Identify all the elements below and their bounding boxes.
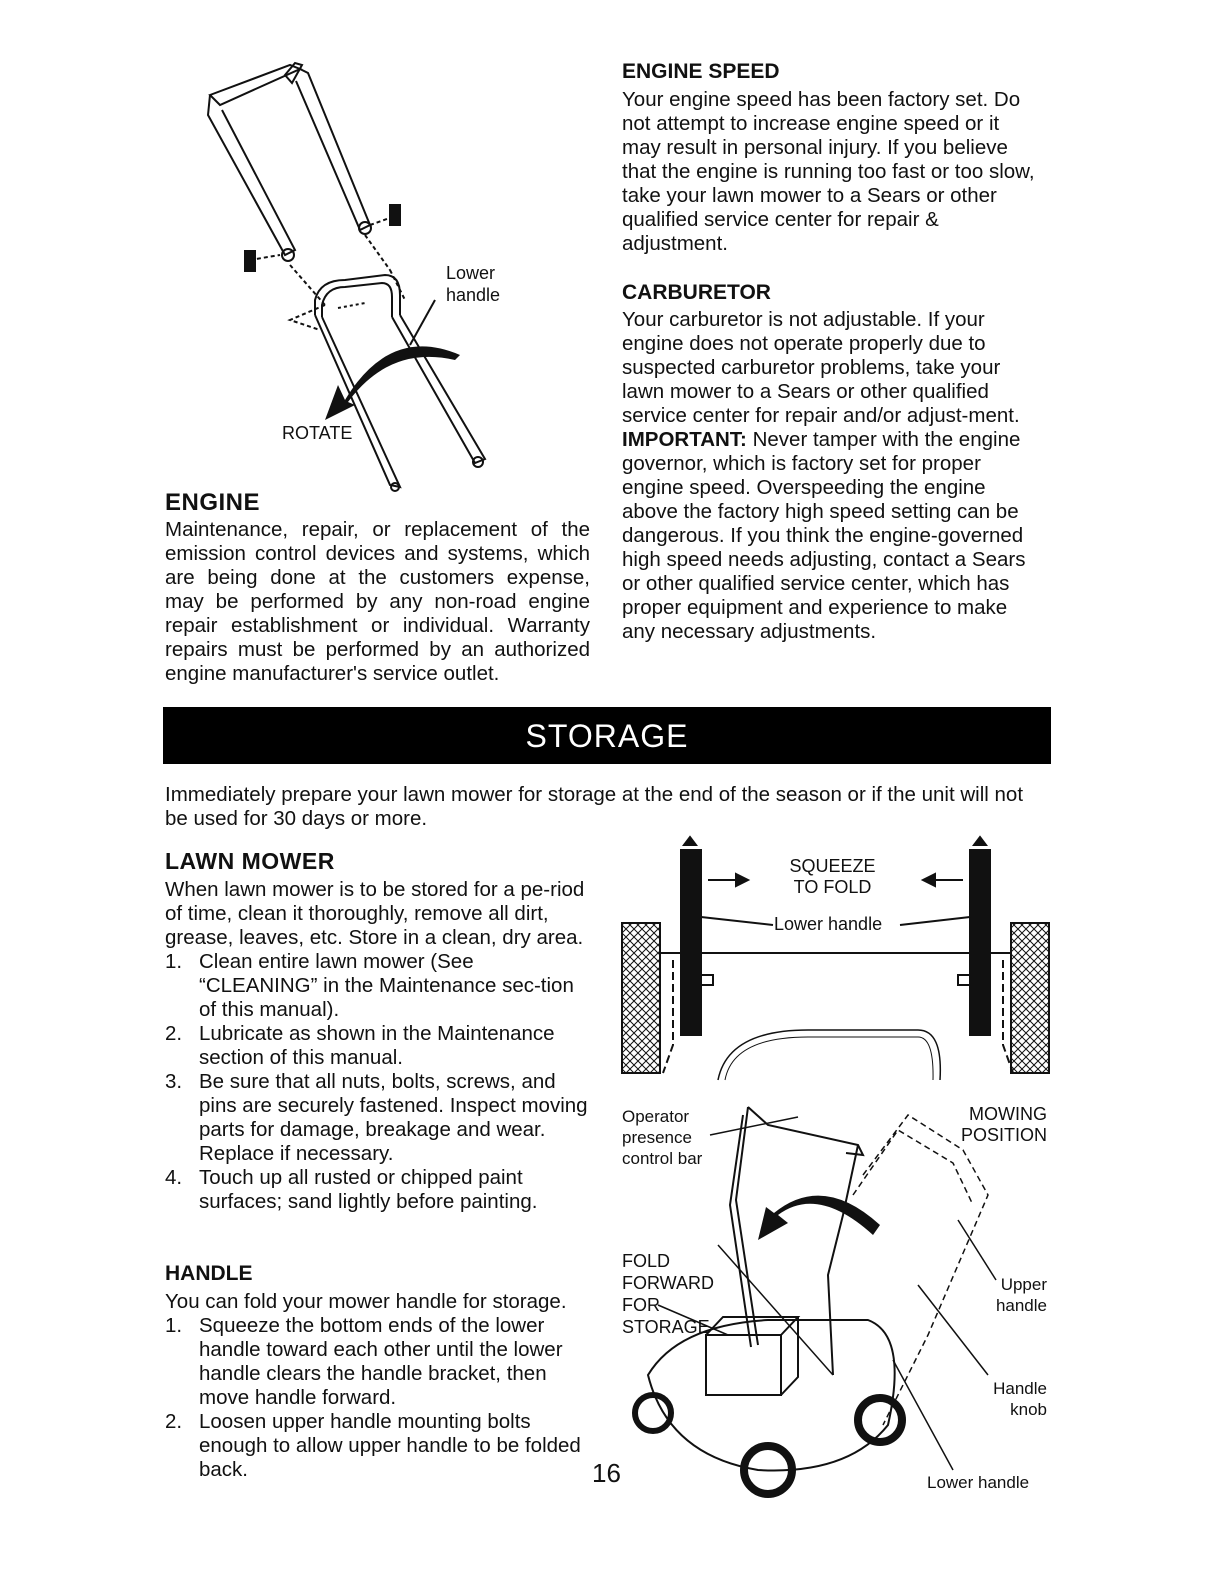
carburetor-text [622,308,1042,644]
fold-forward-label [622,1250,714,1338]
lawn-mower-section [165,878,590,1214]
step-text: Clean entire lawn mower (See “CLEANING” in the Maintenance sec-tion of this manual). [199,950,574,1021]
operator-presence-label [622,1106,702,1169]
operator-label-line3: control bar [622,1149,703,1168]
rotate-label: ROTATE [282,423,353,443]
step-text: Touch up all rusted or chipped paint surfaces; sand lightly before painting. [199,1166,538,1213]
handle-knob-label [970,1378,1047,1420]
mowing-position-label [940,1104,1047,1146]
storage-intro: Immediately prepare your lawn mower for storage at the end of the season or if the unit will not be used for 30 days or more. [165,783,1024,830]
handle-section [165,1290,595,1482]
handle-knob-line2: knob [1010,1400,1047,1419]
upper-handle-line2: handle [995,1296,1047,1315]
engine-heading: ENGINE [165,489,261,516]
step-text: Squeeze the bottom ends of the lower handle toward each other until the lower handle clears the handle bracket, then move handle forward. [199,1314,563,1409]
handle-step-2 [165,1410,595,1482]
mowing-label-line2: POSITION [960,1125,1047,1145]
lawn-mower-step-4 [165,1166,590,1214]
upper-handle-label [970,1274,1047,1316]
step-number: 4. [165,1166,183,1189]
handle-text: You can fold your mower handle for storage. [165,1290,567,1313]
step-number: 1. [165,1314,183,1337]
engine-speed-heading: ENGINE SPEED [622,60,780,83]
squeeze-to-fold-label [785,856,880,898]
handle-knob-line1: Handle [993,1379,1047,1398]
storage-banner: STORAGE [163,707,1051,764]
lawn-mower-step-3 [165,1070,590,1166]
lower-handle-label-line2: handle [446,285,501,305]
handle-heading: HANDLE [165,1262,253,1285]
upper-handle-line1: Upper [1000,1275,1047,1294]
carburetor-paragraph: Your carburetor is not adjustable. If your engine does not operate properly due to suspected carburetor problems, take your lawn mower to a Sears or other qualified service center for repair and/or adjust-ment. [622,308,1020,427]
step-number: 2. [165,1022,183,1045]
squeeze-lower-handle-label: Lower handle [774,914,883,934]
fold-label-line3: FOR [622,1295,660,1315]
lawn-mower-heading: LAWN MOWER [165,848,335,874]
squeeze-label-line1: SQUEEZE [789,856,876,876]
fold-lower-handle-label: Lower handle [927,1473,1030,1492]
step-text: Be sure that all nuts, bolts, screws, and pins are securely fastened. Inspect moving parts for damage, breakage and wear. Replace if necessary. [199,1070,588,1165]
important-paragraph [622,428,1042,644]
step-number: 3. [165,1070,183,1093]
operator-label-line1: Operator [622,1107,690,1126]
operator-label-line2: presence [622,1128,692,1147]
lawn-mower-step-2 [165,1022,590,1070]
mowing-label-line1: MOWING [969,1104,1047,1124]
important-text: Never tamper with the engine governor, which is factory set for proper engine speed. Overspeeding the engine above the factory high speed setting can be dangerous. If you think the engine-governed high speed needs adjusting, contact a Sears or other qualified service center, which has proper equipment and experience to make any necessary adjustments. [622,428,1026,643]
lawn-mower-text: When lawn mower is to be stored for a pe-riod of time, clean it thoroughly, remove all dirt, grease, leaves, etc. Store in a clean, dry area. [165,878,585,949]
engine-text: Maintenance, repair, or replacement of the emission control devices and systems, which are being done at the customers expense, may be performed by any non-road engine repair establishment or individual. Warranty repairs must be performed by an authorized engine manufacturer's service outlet. [165,518,590,685]
step-text: Lubricate as shown in the Maintenance section of this manual. [199,1022,555,1069]
step-text: Loosen upper handle mounting bolts enough to allow upper handle to be folded back. [199,1410,581,1481]
lower-handle-label [446,262,500,306]
engine-speed-text: Your engine speed has been factory set. Do not attempt to increase engine speed or it may result in personal injury. If you believe that the engine is running too fast or too slow, take your lawn mower to a Sears or other qualified service center for repair & adjustment. [622,88,1035,255]
lawn-mower-steps [165,950,590,1214]
page-number: 16 [592,1458,621,1488]
fold-label-line1: FOLD [622,1251,671,1271]
step-number: 2. [165,1410,183,1433]
carburetor-heading: CARBURETOR [622,281,771,304]
important-label: IMPORTANT: [622,428,747,451]
squeeze-label-line2: TO FOLD [793,877,872,897]
handle-step-1 [165,1314,595,1410]
fold-label-line2: FORWARD [622,1273,714,1293]
fold-label-line4: STORAGE [622,1317,710,1337]
handle-steps [165,1314,595,1482]
lower-handle-label-line1: Lower [446,263,496,283]
step-number: 1. [165,950,183,973]
lawn-mower-step-1 [165,950,590,1022]
